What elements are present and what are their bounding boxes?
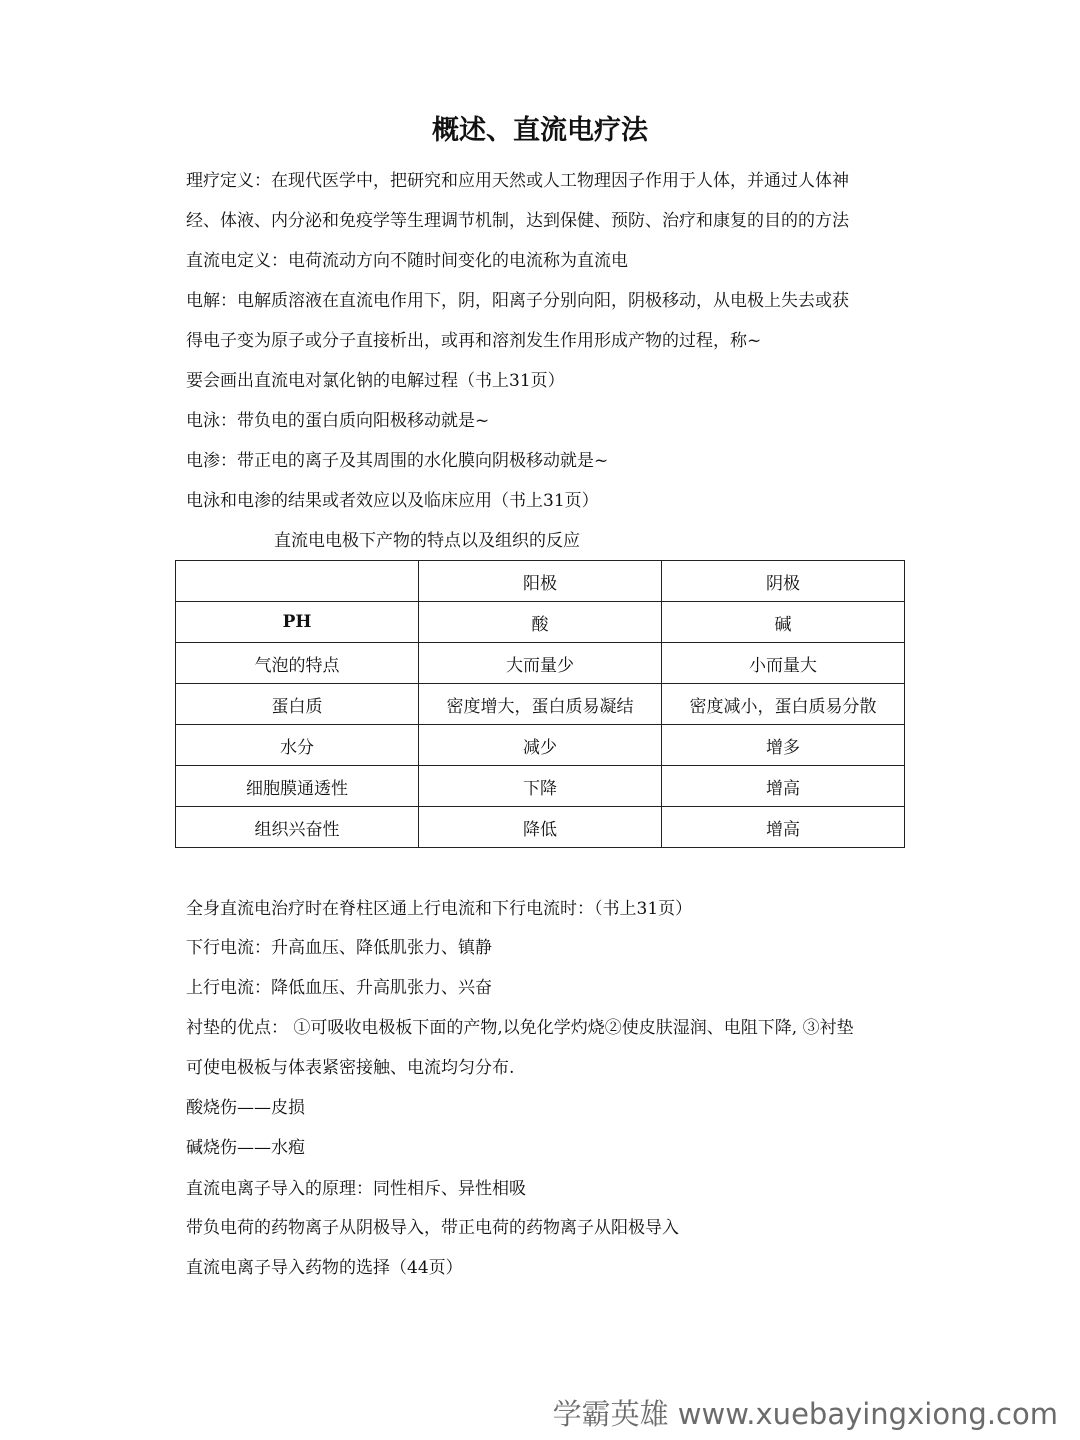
- paragraph-line: 酸烧伤——皮损: [186, 1098, 305, 1118]
- paragraph-line: 碱烧伤——水疱: [186, 1138, 305, 1158]
- table-row: [176, 684, 905, 725]
- table-cell: 减少: [419, 725, 662, 766]
- paragraph-line: 电泳和电渗的结果或者效应以及临床应用（书上31页）: [186, 491, 599, 511]
- paragraph-line: 得电子变为原子或分子直接析出，或再和溶剂发生作用形成产物的过程，称~: [186, 331, 762, 351]
- table-row: [176, 766, 905, 807]
- table-cell: 小而量大: [662, 643, 905, 684]
- paragraph-line: 经、体液、内分泌和免疫学等生理调节机制，达到保健、预防、治疗和康复的目的的方法: [186, 211, 849, 231]
- table-cell: 酸: [419, 602, 662, 643]
- paragraph-line: 下行电流：升高血压、降低肌张力、镇静: [186, 938, 492, 958]
- table-cell: 增多: [662, 725, 905, 766]
- paragraph-line: 衬垫的优点： ①可吸收电极板下面的产物,以免化学灼烧②使皮肤湿润、电阻下降, ③衬垫: [186, 1018, 854, 1038]
- table-cell: 密度减小，蛋白质易分散: [662, 684, 905, 725]
- table-row: [176, 725, 905, 766]
- paragraph-line: 要会画出直流电对氯化钠的电解过程（书上31页）: [186, 371, 565, 391]
- paragraph-line: 全身直流电治疗时在脊柱区通上行电流和下行电流时：（书上31页）: [186, 899, 693, 919]
- paragraph-line: 直流电离子导入药物的选择（44页）: [186, 1258, 463, 1278]
- table-cell: 增高: [662, 807, 905, 848]
- paragraph-line: 直流电离子导入的原理：同性相斥、异性相吸: [186, 1179, 526, 1199]
- table-cell: 下降: [419, 766, 662, 807]
- table-cell: 蛋白质: [176, 684, 419, 725]
- paragraph-line: 带负电荷的药物离子从阴极导入，带正电荷的药物离子从阳极导入: [186, 1218, 679, 1238]
- table-cell: PH: [176, 602, 419, 643]
- page-title: 概述、直流电疗法: [432, 115, 648, 146]
- table-row: [176, 807, 905, 848]
- table-cell: 增高: [662, 766, 905, 807]
- table-cell: 降低: [419, 807, 662, 848]
- paragraph-line: 电渗：带正电的离子及其周围的水化膜向阴极移动就是~: [186, 451, 609, 471]
- table-row: [176, 602, 905, 643]
- table-cell: 碱: [662, 602, 905, 643]
- table-cell: 大而量少: [419, 643, 662, 684]
- paragraph-line: 可使电极板与体表紧密接触、电流均匀分布.: [186, 1058, 515, 1078]
- paragraph-line: 电泳：带负电的蛋白质向阳极移动就是~: [186, 411, 490, 431]
- paragraph-line: 理疗定义：在现代医学中，把研究和应用天然或人工物理因子作用于人体，并通过人体神: [186, 171, 849, 191]
- table-cell: 密度增大，蛋白质易凝结: [419, 684, 662, 725]
- table-cell: 组织兴奋性: [176, 807, 419, 848]
- paragraph-line: 电解：电解质溶液在直流电作用下，阴，阳离子分别向阳，阴极移动，从电极上失去或获: [186, 291, 849, 311]
- table-cell: 气泡的特点: [176, 643, 419, 684]
- paragraph-line: 直流电定义：电荷流动方向不随时间变化的电流称为直流电: [186, 251, 628, 271]
- table-header-cell: 阳极: [419, 561, 662, 602]
- table-header-row: [176, 561, 905, 602]
- paragraph-line: 上行电流：降低血压、升高肌张力、兴奋: [186, 978, 492, 998]
- table-caption: 直流电电极下产物的特点以及组织的反应: [274, 531, 580, 551]
- site-watermark: 学霸英雄 www.xuebayingxiong.com: [552, 1397, 1058, 1431]
- electrode-comparison-table: [175, 560, 905, 848]
- table-header-cell: [176, 561, 419, 602]
- table-cell: 细胞膜通透性: [176, 766, 419, 807]
- table-row: [176, 643, 905, 684]
- table-header-cell: 阴极: [662, 561, 905, 602]
- table-cell: 水分: [176, 725, 419, 766]
